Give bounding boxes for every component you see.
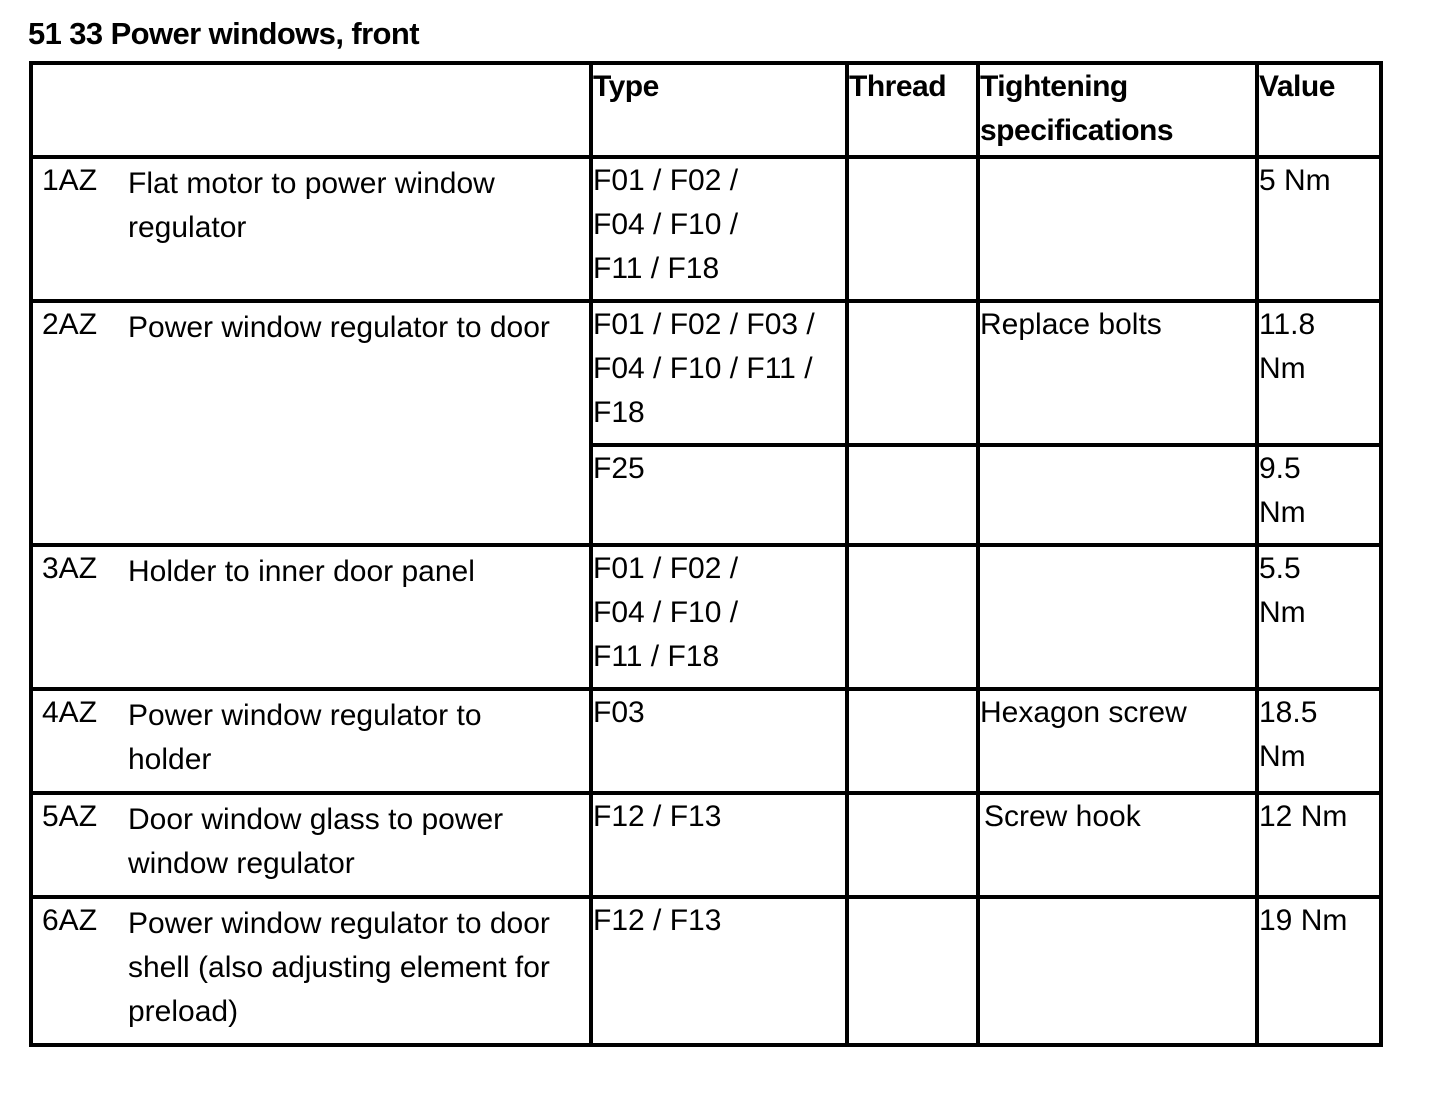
header-blank-cell — [31, 63, 591, 157]
value-cell: 19 Nm — [1257, 897, 1381, 1045]
table-row — [31, 793, 1381, 897]
item-code: 6AZ — [42, 904, 98, 937]
value-cell: 5.5 Nm — [1257, 545, 1381, 689]
tightening-cell: Replace bolts — [978, 301, 1257, 445]
value-cell: 11.8 Nm — [1257, 301, 1381, 445]
type-cell: F25 — [591, 445, 847, 545]
value-cell: 12 Nm — [1257, 793, 1381, 897]
thread-cell — [847, 897, 978, 1045]
header-value: Value — [1257, 63, 1381, 157]
value-cell: 9.5 Nm — [1257, 445, 1381, 545]
header-type: Type — [591, 63, 847, 157]
type-cell: F01 / F02 / F04 / F10 / F11 / F18 — [591, 157, 847, 301]
tightening-cell: Hexagon screw — [978, 689, 1257, 793]
tightening-torque-table — [29, 61, 1383, 1047]
value-cell: 5 Nm — [1257, 157, 1381, 301]
header-thread: Thread — [847, 63, 978, 157]
value-cell: 18.5 Nm — [1257, 689, 1381, 793]
item-description: Power window regulator to door shell (also adjusting element for preload) — [128, 907, 550, 1028]
table-row — [31, 301, 1381, 445]
thread-cell — [847, 689, 978, 793]
tightening-cell: Screw hook — [978, 793, 1257, 897]
tightening-cell — [978, 157, 1257, 301]
item-description: Holder to inner door panel — [128, 555, 475, 588]
item-code: 1AZ — [42, 164, 98, 197]
item-description: Power window regulator to holder — [128, 699, 482, 776]
tightening-cell — [978, 545, 1257, 689]
item-description: Door window glass to power window regulator — [128, 803, 504, 880]
table-row — [31, 157, 1381, 301]
page-title: 51 33 Power windows, front — [28, 16, 419, 51]
thread-cell — [847, 793, 978, 897]
thread-cell — [847, 301, 978, 445]
table-row — [31, 689, 1381, 793]
description-cell — [31, 793, 591, 897]
description-cell — [31, 545, 591, 689]
item-description: Power window regulator to door — [128, 311, 550, 344]
type-cell: F12 / F13 — [591, 897, 847, 1045]
header-tightening-specifications: Tightening specifications — [978, 63, 1257, 157]
item-description: Flat motor to power window regulator — [128, 167, 495, 244]
description-cell — [31, 157, 591, 301]
tightening-cell — [978, 445, 1257, 545]
type-cell: F01 / F02 / F04 / F10 / F11 / F18 — [591, 545, 847, 689]
thread-cell — [847, 157, 978, 301]
description-cell — [31, 897, 591, 1045]
description-cell — [31, 689, 591, 793]
thread-cell — [847, 445, 978, 545]
table-row — [31, 897, 1381, 1045]
type-cell: F12 / F13 — [591, 793, 847, 897]
description-cell — [31, 301, 591, 545]
item-code: 5AZ — [42, 800, 98, 833]
thread-cell — [847, 545, 978, 689]
table-header-row — [31, 63, 1381, 157]
item-code: 2AZ — [42, 308, 98, 341]
table-row — [31, 545, 1381, 689]
item-code: 4AZ — [42, 696, 98, 729]
type-cell: F03 — [591, 689, 847, 793]
tightening-cell — [978, 897, 1257, 1045]
type-cell: F01 / F02 / F03 / F04 / F10 / F11 / F18 — [591, 301, 847, 445]
item-code: 3AZ — [42, 552, 98, 585]
